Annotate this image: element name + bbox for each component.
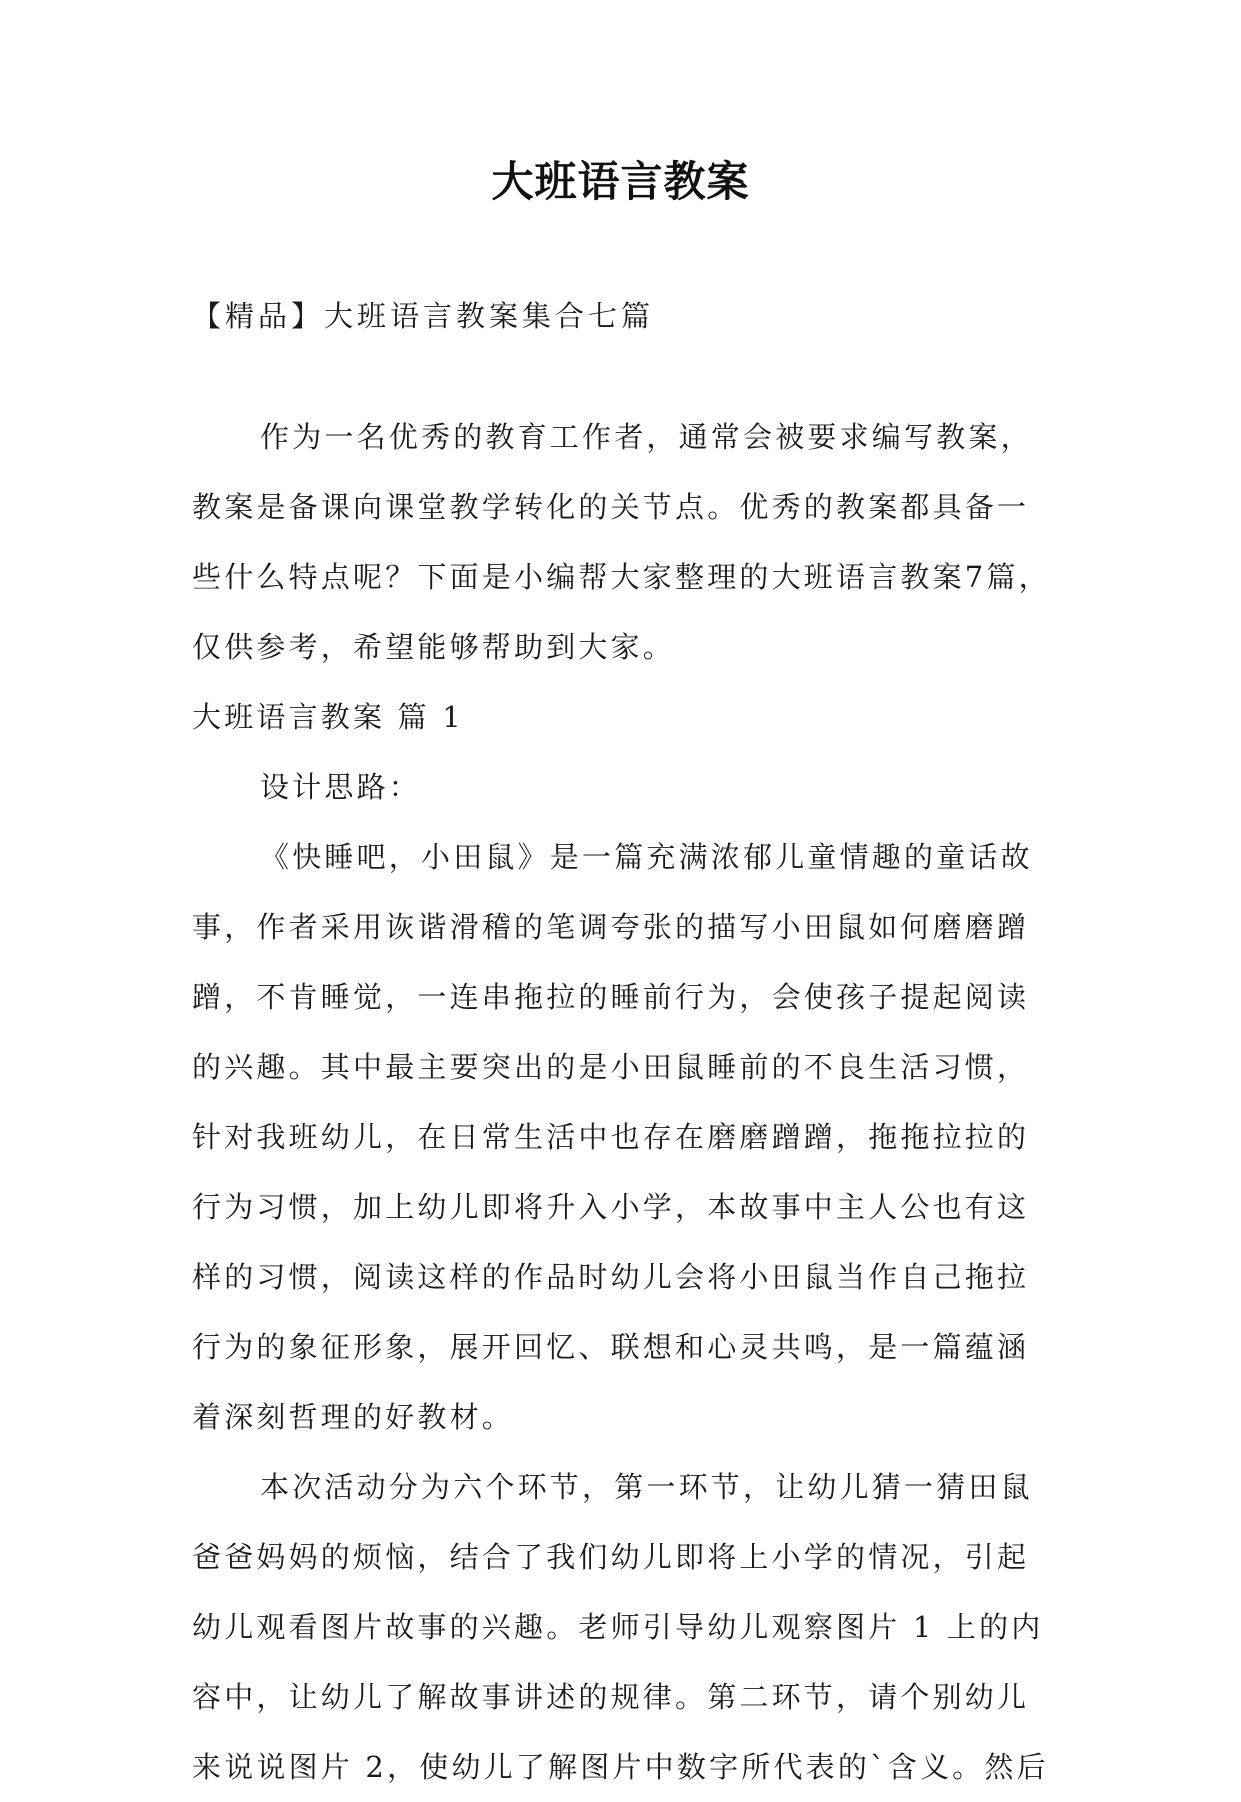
body-line: 行为的象征形象，展开回忆、联想和心灵共鸣，是一篇蕴涵 bbox=[192, 1330, 1030, 1364]
document-body bbox=[192, 402, 1082, 1802]
body-line: 事，作者采用诙谐滑稽的笔调夸张的描写小田鼠如何磨磨蹭 bbox=[192, 910, 1030, 944]
body-line: 蹭，不肯睡觉，一连串拖拉的睡前行为，会使孩子提起阅读 bbox=[192, 980, 1030, 1014]
body-line: 容中，让幼儿了解故事讲述的规律。第二环节，请个别幼儿 bbox=[192, 1680, 1030, 1714]
body-line: 些什么特点呢？下面是小编帮大家整理的大班语言教案7篇， bbox=[192, 560, 1051, 594]
body-line: 行为习惯，加上幼儿即将升入小学，本故事中主人公也有这 bbox=[192, 1190, 1030, 1224]
body-line: 着深刻哲理的好教材。 bbox=[192, 1400, 515, 1434]
body-line: 大班语言教案 篇 1 bbox=[192, 700, 464, 734]
body-line: 本次活动分为六个环节，第一环节，让幼儿猜一猜田鼠 bbox=[260, 1470, 1033, 1504]
document-subtitle: 【精品】大班语言教案集合七篇 bbox=[192, 299, 655, 333]
body-line: 针对我班幼儿，在日常生活中也存在磨磨蹭蹭，拖拖拉拉的 bbox=[192, 1120, 1030, 1154]
body-line: 《快睡吧，小田鼠》是一篇充满浓郁儿童情趣的童话故 bbox=[260, 840, 1033, 874]
body-line: 仅供参考，希望能够帮助到大家。 bbox=[192, 630, 676, 664]
document-title: 大班语言教案 bbox=[491, 157, 750, 206]
body-line: 幼儿观看图片故事的兴趣。老师引导幼儿观察图片 1 上的内 bbox=[192, 1610, 1044, 1644]
body-line: 教案是备课向课堂教学转化的关节点。优秀的教案都具备一 bbox=[192, 490, 1030, 524]
body-line: 设计思路： bbox=[260, 770, 422, 804]
body-line: 的兴趣。其中最主要突出的是小田鼠睡前的不良生活习惯， bbox=[192, 1050, 1030, 1084]
body-line: 样的习惯，阅读这样的作品时幼儿会将小田鼠当作自己拖拉 bbox=[192, 1260, 1030, 1294]
body-line: 爸爸妈妈的烦恼，结合了我们幼儿即将上小学的情况，引起 bbox=[192, 1540, 1030, 1574]
body-line: 作为一名优秀的教育工作者，通常会被要求编写教案， bbox=[260, 420, 1033, 454]
body-line: 来说说图片 2，使幼儿了解图片中数字所代表的`含义。然后 bbox=[192, 1750, 1049, 1784]
